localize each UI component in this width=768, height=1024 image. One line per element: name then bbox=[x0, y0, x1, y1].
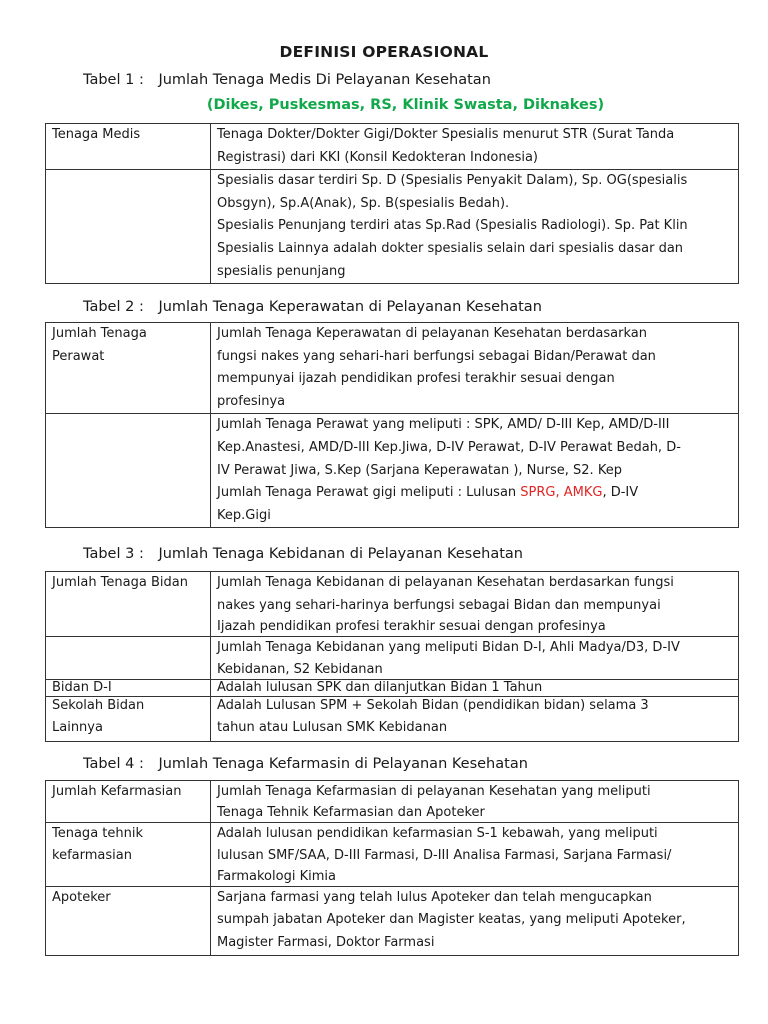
table-3 bbox=[45, 571, 739, 742]
table-label-cell bbox=[46, 822, 211, 886]
definition-line: sumpah jabatan Apoteker dan Magister keatas, yang meliputi Apoteker, bbox=[217, 912, 686, 928]
table-row bbox=[46, 822, 739, 886]
table-row bbox=[46, 414, 739, 528]
definition-line: Farmakologi Kimia bbox=[217, 868, 336, 884]
definition-line: Jumlah Tenaga Kefarmasian di pelayanan Kesehatan yang meliputi bbox=[217, 784, 651, 799]
table-label-cell bbox=[46, 886, 211, 955]
table-definition-cell bbox=[211, 323, 739, 414]
label-text: Bidan D-I bbox=[52, 679, 112, 695]
label-text: Tenaga Medis bbox=[52, 127, 141, 142]
table-label-cell bbox=[46, 414, 211, 528]
highlighted-text: SPRG, AMKG bbox=[520, 485, 603, 501]
definition-line: Kep.Anastesi, AMD/D-III Kep.Jiwa, D-IV Perawat, D-IV Perawat Bedah, D- bbox=[217, 439, 681, 455]
definition-line: Jumlah Tenaga Kebidanan di pelayanan Kesehatan berdasarkan fungsi bbox=[217, 575, 674, 590]
table-row bbox=[46, 679, 739, 696]
table-label-cell bbox=[46, 124, 211, 170]
table-definition-cell bbox=[211, 637, 739, 680]
label-text: Jumlah Kefarmasian bbox=[52, 784, 182, 799]
table-definition-cell bbox=[211, 822, 739, 886]
definition-line: Sarjana farmasi yang telah lulus Apoteker dan telah mengucapkan bbox=[217, 889, 652, 905]
table-3-number: Tabel 3 : bbox=[83, 546, 144, 562]
table-row bbox=[46, 323, 739, 414]
table-definition-cell bbox=[211, 696, 739, 741]
document-title: DEFINISI OPERASIONAL bbox=[279, 43, 489, 61]
table-4-title: Jumlah Tenaga Kefarmasin di Pelayanan Kesehatan bbox=[158, 756, 528, 772]
table-row bbox=[46, 572, 739, 637]
table-2 bbox=[45, 322, 739, 528]
definition-line: profesinya bbox=[217, 393, 286, 409]
definition-text: , D-IV bbox=[602, 485, 639, 501]
definition-line: Tenaga Tehnik Kefarmasian dan Apoteker bbox=[217, 804, 485, 820]
definition-line: Magister Farmasi, Doktor Farmasi bbox=[217, 934, 435, 950]
label-text: Tenaga tehnik bbox=[52, 825, 143, 841]
table-row bbox=[46, 170, 739, 284]
definition-line: Spesialis Penunjang terdiri atas Sp.Rad (Spesialis Radiologi). Sp. Pat Klin bbox=[217, 218, 688, 234]
definition-line: Tenaga Dokter/Dokter Gigi/Dokter Spesialis menurut STR (Surat Tanda bbox=[217, 127, 675, 142]
definition-line: Jumlah Tenaga Kebidanan yang meliputi Bidan D-I, Ahli Madya/D3, D-IV bbox=[217, 640, 680, 656]
definition-line: IV Perawat Jiwa, S.Kep (Sarjana Keperawatan ), Nurse, S2. Kep bbox=[217, 462, 622, 478]
definition-line: spesialis penunjang bbox=[217, 263, 346, 279]
table-label-cell bbox=[46, 637, 211, 680]
table-2-heading bbox=[83, 299, 542, 315]
table-row bbox=[46, 637, 739, 680]
definition-text: Jumlah Tenaga Perawat gigi meliputi : Lulusan bbox=[217, 485, 521, 501]
label-text: Sekolah Bidan bbox=[52, 697, 145, 713]
label-text: Apoteker bbox=[52, 889, 111, 905]
definition-line: Obsgyn), Sp.A(Anak), Sp. B(spesialis Bedah). bbox=[217, 195, 510, 211]
definition-line: Jumlah Tenaga Perawat yang meliputi : SPK, AMD/ D-III Kep, AMD/D-III bbox=[217, 417, 670, 433]
label-text: Perawat bbox=[52, 348, 105, 364]
definition-line: fungsi nakes yang sehari-hari berfungsi sebagai Bidan/Perawat dan bbox=[217, 348, 656, 364]
table-1-number: Tabel 1 : bbox=[83, 72, 144, 88]
table-definition-cell bbox=[211, 679, 739, 696]
definition-line: Adalah lulusan SPK dan dilanjutkan Bidan 1 Tahun bbox=[217, 679, 543, 695]
table-2-number: Tabel 2 : bbox=[83, 299, 144, 315]
table-definition-cell bbox=[211, 572, 739, 637]
definition-line: Spesialis dasar terdiri Sp. D (Spesialis Penyakit Dalam), Sp. OG(spesialis bbox=[217, 173, 688, 189]
definition-line: Registrasi) dari KKI (Konsil Kedokteran Indonesia) bbox=[217, 149, 539, 165]
definition-line: mempunyai ijazah pendidikan profesi terakhir sesuai dengan bbox=[217, 371, 615, 387]
table-definition-cell bbox=[211, 124, 739, 170]
table-label-cell bbox=[46, 572, 211, 637]
label-text: Jumlah Tenaga bbox=[52, 326, 147, 341]
table-label-cell bbox=[46, 170, 211, 284]
table-label-cell bbox=[46, 696, 211, 741]
definition-line bbox=[217, 482, 734, 505]
table-label-cell bbox=[46, 679, 211, 696]
table-1-title: Jumlah Tenaga Medis Di Pelayanan Kesehatan bbox=[158, 72, 491, 88]
table-4-number: Tabel 4 : bbox=[83, 756, 144, 772]
table-row bbox=[46, 124, 739, 170]
table-1-heading bbox=[83, 72, 491, 88]
table-row bbox=[46, 696, 739, 741]
definition-line: Kebidanan, S2 Kebidanan bbox=[217, 661, 383, 677]
table-3-title: Jumlah Tenaga Kebidanan di Pelayanan Kesehatan bbox=[158, 546, 523, 562]
definition-line: nakes yang sehari-harinya berfungsi sebagai Bidan dan mempunyai bbox=[217, 597, 661, 613]
table-1 bbox=[45, 123, 739, 284]
definition-line: lulusan SMF/SAA, D-III Farmasi, D-III Analisa Farmasi, Sarjana Farmasi/ bbox=[217, 848, 672, 864]
table-label-cell bbox=[46, 781, 211, 823]
table-label-cell bbox=[46, 323, 211, 414]
definition-line: tahun atau Lulusan SMK Kebidanan bbox=[217, 719, 448, 735]
table-definition-cell bbox=[211, 414, 739, 528]
definition-line: Jumlah Tenaga Keperawatan di pelayanan Kesehatan berdasarkan bbox=[217, 326, 647, 341]
definition-line: Ijazah pendidikan profesi terakhir sesuai dengan profesinya bbox=[217, 619, 606, 635]
table-1-subheading-text: (Dikes, Puskesmas, RS, Klinik Swasta, Diknakes) bbox=[206, 97, 605, 113]
table-2-title: Jumlah Tenaga Keperawatan di Pelayanan Kesehatan bbox=[158, 299, 542, 315]
definition-line: Spesialis Lainnya adalah dokter spesialis selain dari spesialis dasar dan bbox=[217, 240, 684, 256]
table-row bbox=[46, 781, 739, 823]
definition-line: Kep.Gigi bbox=[217, 507, 271, 523]
definition-line: Adalah Lulusan SPM + Sekolah Bidan (pendidikan bidan) selama 3 bbox=[217, 697, 649, 713]
table-definition-cell bbox=[211, 781, 739, 823]
table-definition-cell bbox=[211, 886, 739, 955]
table-1-subheading bbox=[0, 97, 716, 113]
table-3-heading bbox=[83, 546, 523, 562]
label-text: Lainnya bbox=[52, 719, 103, 735]
table-4-heading bbox=[83, 756, 528, 772]
label-text: Jumlah Tenaga Bidan bbox=[52, 575, 188, 590]
label-text: kefarmasian bbox=[52, 848, 132, 864]
table-row bbox=[46, 886, 739, 955]
table-definition-cell bbox=[211, 170, 739, 284]
table-4 bbox=[45, 780, 739, 956]
definition-line: Adalah lulusan pendidikan kefarmasian S-1 kebawah, yang meliputi bbox=[217, 825, 658, 841]
